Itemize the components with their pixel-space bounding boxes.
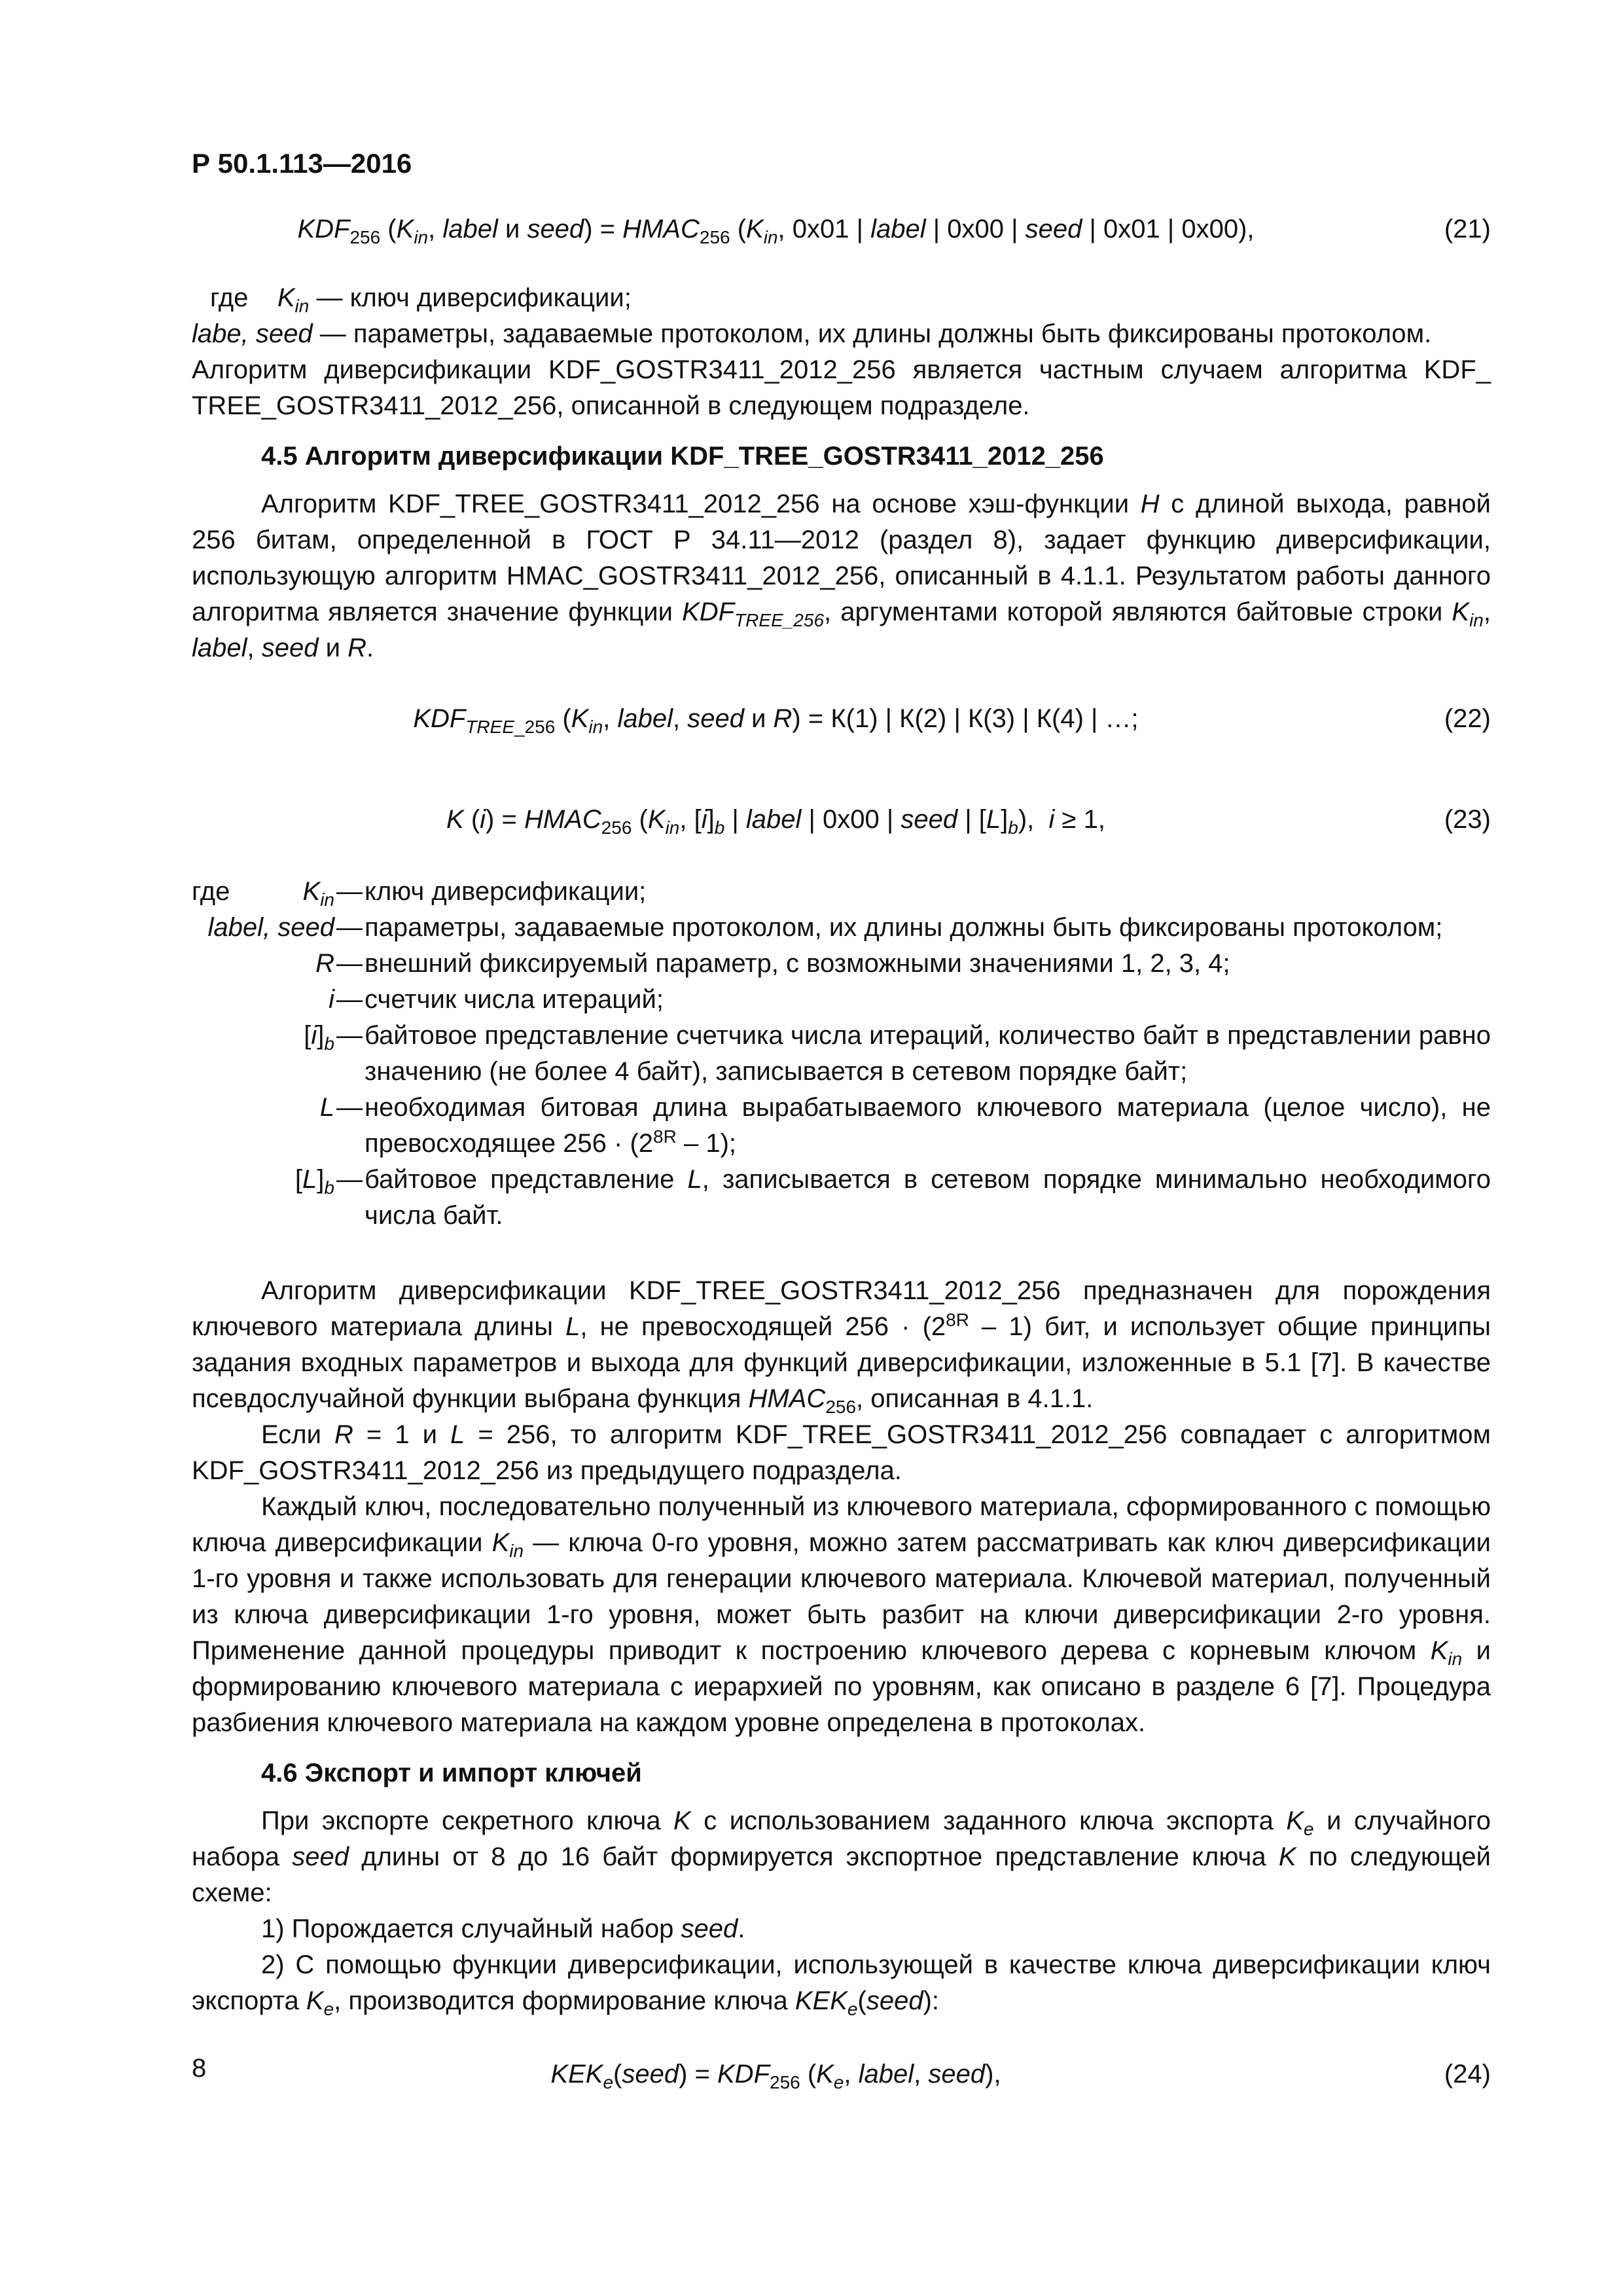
definitions-list: где $K_{in}$ — ключ диверсификации; label, seed — параметры, задаваемые протоколом, их длины должны быть фиксированы протоколом; R — внешний фиксируемый параметр, с возможными значениями 1, 2, 3, 4; i — счетчик числа итераций; $[i]_b$ — байтовое представление счетчика числа итераций, количество байт в представлении равно значению (не более 4 байт), записывается в сетевом порядке байт; L — необходимая битовая длина вырабатываемого ключевого материала (целое число), не превосходящее $256 \cdot (2^{8R} - 1)$; $[L]_b$ — байтовое представление L, записывается в сетевом порядке минимально необходимого числа байт. [192, 874, 1491, 1234]
def-term-l: L [319, 1093, 334, 1122]
def-desc-lb: байтовое представление L, записывается в сетевом порядке минимально необходимого числа байт. [365, 1165, 1491, 1230]
paragraph-r-l-condition: Если R = 1 и L = 256, то алгоритм KDF_TREE_GOSTR3411_2012_256 совпадает с алгоритмом KDF_GOSTR3411_2012_256 из предыдущего подраздела. [192, 1420, 1491, 1485]
def-term-r: R [315, 949, 334, 978]
def-desc-label-seed: параметры, задаваемые протоколом, их длины должны быть фиксированы протоколом; [365, 913, 1443, 942]
def-desc-l: необходимая битовая длина вырабатываемого ключевого материала (целое число), не превосходящее $256 \cdot (2^{8R} - 1)$; [365, 1093, 1491, 1158]
where-word: где [210, 283, 249, 312]
def-desc-i: счетчик числа итераций; [365, 985, 664, 1014]
page-number: 8 [192, 2054, 207, 2083]
equation-22 [192, 700, 1491, 737]
labe-seed-line: labe, seed — параметры, задаваемые протоколом, их длины должны быть фиксированы протоколом. [192, 319, 1432, 348]
page-content [192, 211, 1491, 2092]
section-4-5-paragraph: Алгоритм KDF_TREE_GOSTR3411_2012_256 на основе хэш-функции H с длиной выхода, равной 256 битам, определенной в ГОСТ Р 34.11—2012 (раздел 8), задает функцию диверсификации, использующую алгоритм HMAC_GOSTR3411_2012_256, описанный в 4.1.1. Результатом работы данного алгоритма является значение функции $KDF_{TREE\_256}$, аргументами которой являются байтовые строки $K_{in}$, label, seed и R. [192, 490, 1491, 662]
def-term-kin: где $K_{in}$ [192, 877, 334, 910]
section-4-5-heading: 4.5 Алгоритм диверсификации KDF_TREE_GOSTR3411_2012_256 [261, 442, 1104, 471]
equation-21-body: $KDF_{256}$ ($K_{in}$, label и seed) = $HMAC_{256}$ ($K_{in}$, 0x01 | label | 0x00 | seed | 0x01 | 0x00), [297, 215, 1255, 247]
equation-22-body: $KDF_{TREE\_256}$ ($K_{in}$, label, seed и R) = К(1) | К(2) | К(3) | К(4) | …; [413, 704, 1139, 737]
section-4-6-paragraph: При экспорте секретного ключа K с использованием заданного ключа экспорта $K_e$ и случайного набора seed длины от 8 до 16 байт формируется экспортное представление ключа K по следующей схеме: [192, 1806, 1491, 1907]
equation-23 [192, 801, 1491, 838]
step-1: 1) Порождается случайный набор seed. [261, 1914, 745, 1943]
def-desc-ib: байтовое представление счетчика числа итераций, количество байт в представлении равно значению (не более 4 байт), записывается в сетевом порядке байт; [365, 1021, 1491, 1086]
kin-description: ключ диверсификации; [349, 283, 632, 312]
labe-seed-description: параметры, задаваемые протоколом, их длины должны быть фиксированы протоколом. [353, 319, 1432, 348]
def-desc-r: внешний фиксируемый параметр, с возможными значениями 1, 2, 3, 4; [365, 949, 1230, 978]
equation-24-body: $KEK_e(seed) = KDF_{256}$ ($K_e$, label, seed), [550, 2060, 1001, 2092]
equation-21-number: (21) [1444, 215, 1491, 243]
equation-24-number: (24) [1444, 2060, 1491, 2089]
def-term-label-seed: label, seed [207, 913, 334, 942]
def-desc-kin: ключ диверсификации; [365, 877, 647, 906]
equation-23-number: (23) [1444, 805, 1491, 834]
equation-24 [192, 2056, 1491, 2092]
paragraph-key-tree: Каждый ключ, последовательно полученный из ключевого материала, сформированного с помощью ключа диверсификации $K_{in}$ — ключа 0-го уровня, можно затем рассматривать как ключ диверсификации 1-го уровня и также использовать для генерации ключевого материала. Ключевой материал, полученный из ключа диверсификации 1-го уровня, может быть разбит на ключи диверсификации 2-го уровня. Применение данной процедуры приводит к построению ключевого дерева с корневым ключом $K_{in}$ и формированию ключевого материала с иерархией по уровням, как описано в разделе 6 [7]. Процедура разбиения ключевого материала на каждом уровне определена в протоколах. [192, 1492, 1491, 1737]
equation-23-body: K $(i) = HMAC_{256}$ ($K_{in}$, $[i]_b$ | label | 0x00 | seed | $[L]_b$), i ≥ 1, [446, 805, 1105, 838]
step-2: 2) С помощью функции диверсификации, использующей в качестве ключа диверсификации ключ экспорта $K_e$, производится формирование ключа $KEK_e(seed)$: [192, 1950, 1491, 2019]
where-line-kin: где $K_{in}$ — ключ диверсификации; [210, 283, 632, 316]
def-term-lb: $[L]_b$ [294, 1165, 334, 1198]
paragraph-kdf-special-case: Алгоритм диверсификации KDF_GOSTR3411_2012_256 является частным случаем алгоритма KDF_ TREE_GOSTR3411_2012_256, описанной в следующем подразделе. [192, 355, 1491, 420]
section-4-6-heading: 4.6 Экспорт и импорт ключей [261, 1759, 642, 1787]
def-term-i: i [329, 985, 334, 1014]
paragraph-kdf-tree-purpose: Алгоритм диверсификации KDF_TREE_GOSTR3411_2012_256 предназначен для порождения ключевого материала длины L, не превосходящей $256 \cdot (2^{8R} - 1)$ бит, и использует общие принципы задания входных параметров и выхода для функций диверсификации, изложенные в 5.1 [7]. В качестве псевдослучайной функции выбрана функция $HMAC_{256}$, описанная в 4.1.1. [192, 1276, 1491, 1417]
equation-21 [192, 211, 1491, 247]
def-term-ib: $[i]_b$ [304, 1021, 334, 1054]
document-code: Р 50.1.113—2016 [192, 148, 412, 179]
equation-22-number: (22) [1444, 704, 1491, 733]
